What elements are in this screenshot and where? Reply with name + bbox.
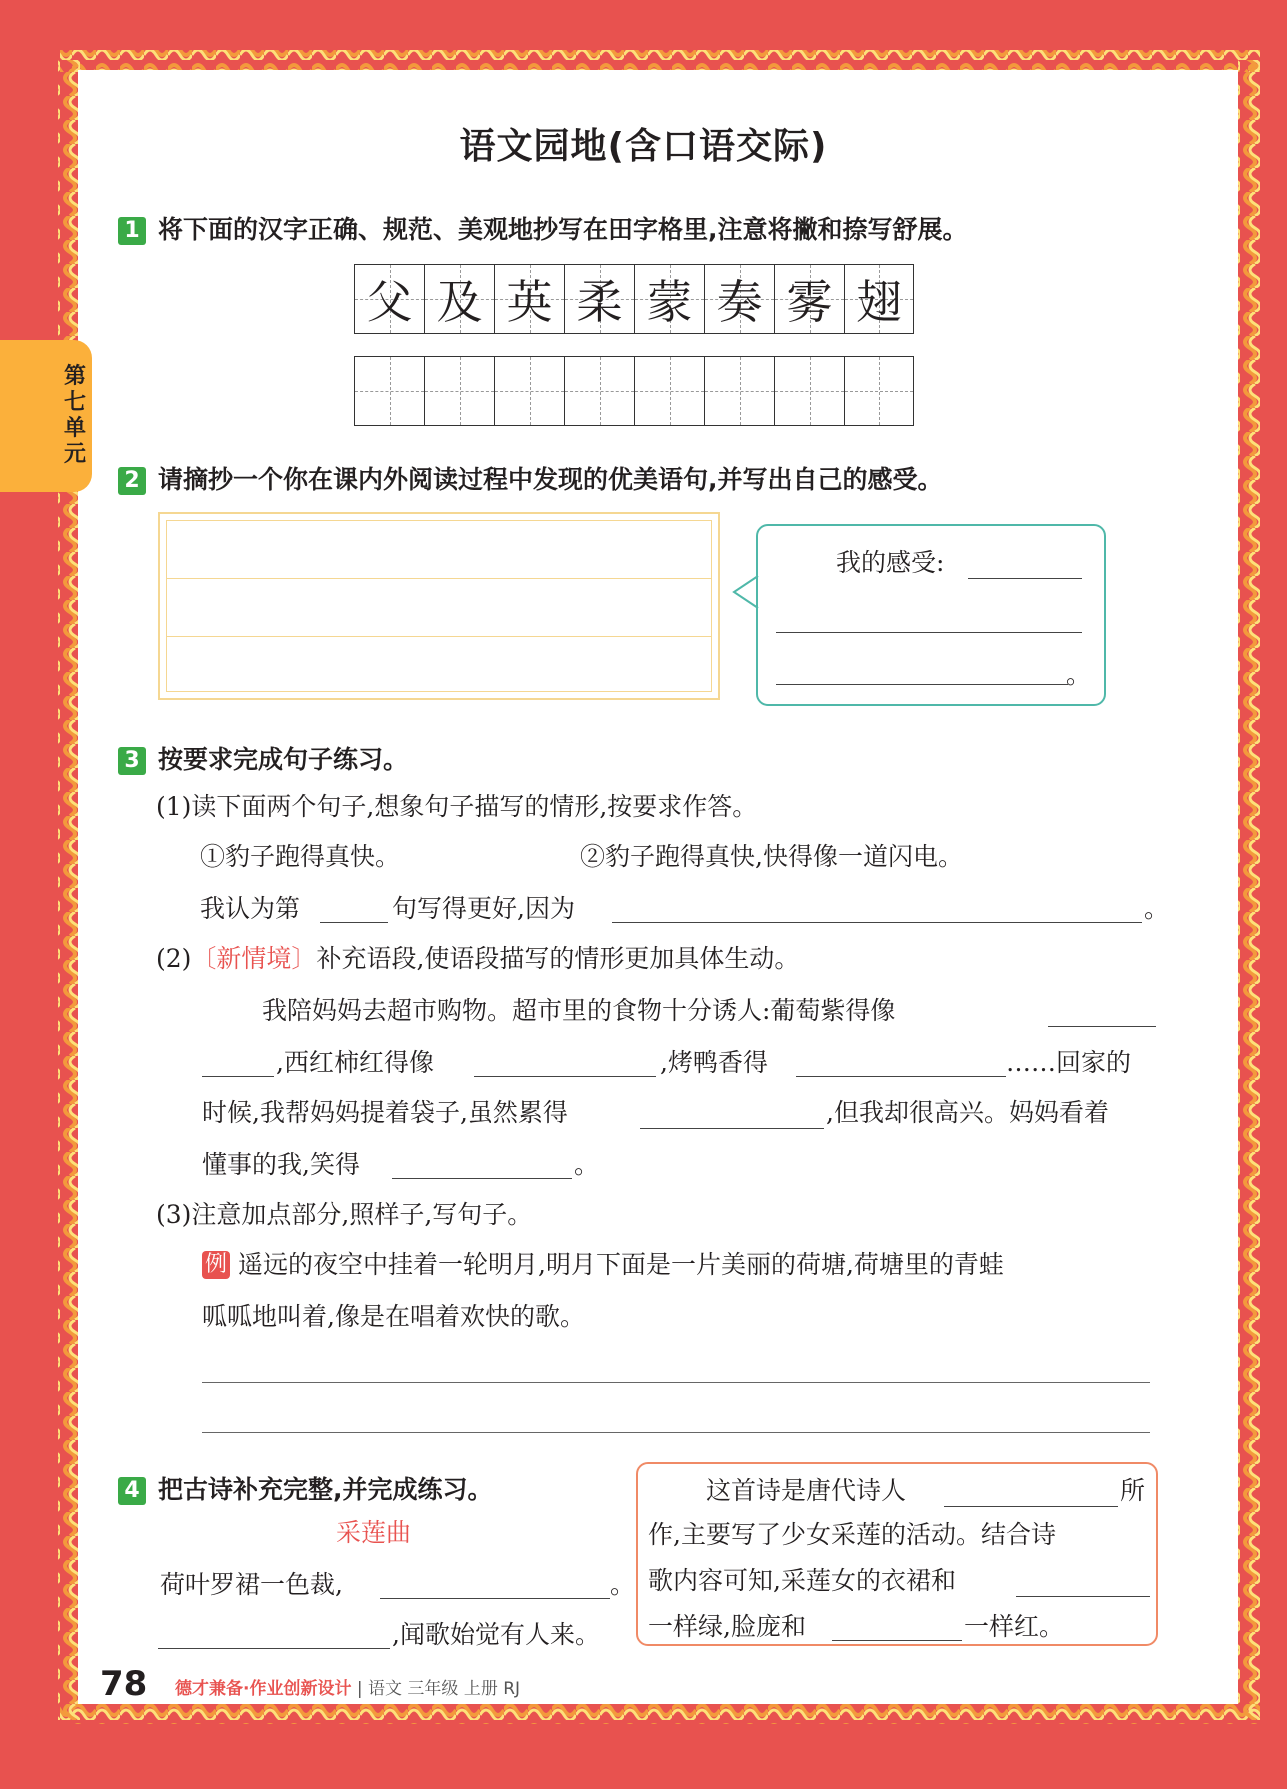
example-tag: 例 bbox=[202, 1251, 230, 1279]
model-char-cell: 雾 bbox=[774, 264, 844, 334]
practice-char-cell[interactable] bbox=[424, 356, 494, 426]
unit-tab-label: 第七单元 bbox=[63, 364, 86, 467]
question-1-number: 1 bbox=[118, 217, 146, 245]
practice-char-cell[interactable] bbox=[564, 356, 634, 426]
question-2-text: 请摘抄一个你在课内外阅读过程中发现的优美语句,并写出自己的感受。 bbox=[158, 465, 943, 494]
practice-char-cell[interactable] bbox=[704, 356, 774, 426]
q3-choice-blank[interactable] bbox=[320, 922, 388, 923]
poem-line-2: ,闻歌始觉有人来。 bbox=[392, 1620, 600, 1649]
q3-answer-end: 。 bbox=[1144, 894, 1170, 923]
footer-info: 德才兼备·作业创新设计 | 语文 三年级 上册 RJ bbox=[175, 1679, 521, 1699]
question-4 bbox=[118, 1470, 493, 1506]
q3-part2-blank[interactable] bbox=[796, 1076, 1006, 1077]
model-char-cell: 父 bbox=[354, 264, 424, 334]
practice-char-cell[interactable] bbox=[494, 356, 564, 426]
poem-line-1-end: 。 bbox=[610, 1570, 636, 1599]
excerpt-line bbox=[166, 578, 712, 579]
practice-char-cell[interactable] bbox=[844, 356, 914, 426]
model-char-cell: 柔 bbox=[564, 264, 634, 334]
question-4-number: 4 bbox=[118, 1477, 146, 1505]
q3-part3-prompt: (3)注意加点部分,照样子,写句子。 bbox=[156, 1200, 533, 1229]
q3-part1-prompt: (1)读下面两个句子,想象句子描写的情形,按要求作答。 bbox=[156, 792, 758, 821]
q3-part2-prompt: (2)〔新情境〕补充语段,使语段描写的情形更加具体生动。 bbox=[156, 944, 800, 973]
q3-part2-line3b: ,但我却很高兴。妈妈看着 bbox=[826, 1098, 1109, 1127]
q3-example: 例 遥远的夜空中挂着一轮明月,明月下面是一片美丽的荷塘,荷塘里的青蛙 bbox=[202, 1250, 1004, 1280]
q3-answer-a: 我认为第 bbox=[200, 894, 301, 923]
q3-part2-blank[interactable] bbox=[202, 1076, 274, 1077]
poem-box-line1b: 所 bbox=[1120, 1476, 1146, 1505]
new-context-tag: 〔新情境〕 bbox=[191, 944, 317, 973]
q3-part2-line2b: ,烤鸭香得 bbox=[660, 1048, 768, 1077]
poem-box-blank[interactable] bbox=[1016, 1596, 1150, 1597]
question-3-number: 3 bbox=[118, 747, 146, 775]
feeling-blank[interactable] bbox=[776, 684, 1068, 685]
excerpt-box-inner-border bbox=[166, 520, 712, 692]
poem-box-line4a: 一样绿,脸庞和 bbox=[648, 1612, 806, 1641]
model-char-grid bbox=[354, 264, 914, 334]
model-char-cell: 英 bbox=[494, 264, 564, 334]
q3-part2-line3a: 时候,我帮妈妈提着袋子,虽然累得 bbox=[202, 1098, 568, 1127]
q3-part2-blank[interactable] bbox=[1048, 1026, 1156, 1027]
question-1 bbox=[118, 210, 968, 246]
practice-char-cell[interactable] bbox=[774, 356, 844, 426]
q3-part2-blank[interactable] bbox=[392, 1178, 572, 1179]
page-title: 语文园地(含口语交际) bbox=[459, 126, 828, 167]
practice-char-cell[interactable] bbox=[354, 356, 424, 426]
poem-box-blank[interactable] bbox=[832, 1640, 962, 1641]
question-1-text: 将下面的汉字正确、规范、美观地抄写在田字格里,注意将撇和捺写舒展。 bbox=[158, 215, 968, 244]
q3-answer-b: 句写得更好,因为 bbox=[392, 894, 575, 923]
practice-char-cell[interactable] bbox=[634, 356, 704, 426]
q3-part2-line2c: ……回家的 bbox=[1006, 1048, 1132, 1077]
question-4-text: 把古诗补充完整,并完成练习。 bbox=[158, 1475, 493, 1504]
feeling-end-mark: 。 bbox=[1066, 660, 1092, 689]
excerpt-line bbox=[166, 636, 712, 637]
model-char-cell: 蒙 bbox=[634, 264, 704, 334]
poem-title: 采莲曲 bbox=[336, 1518, 412, 1547]
q3-sentence-2: ②豹子跑得真快,快得像一道闪电。 bbox=[580, 842, 963, 871]
q3-writing-line[interactable] bbox=[202, 1382, 1150, 1383]
model-char-cell: 翅 bbox=[844, 264, 914, 334]
feeling-blank[interactable] bbox=[776, 632, 1082, 633]
practice-char-grid[interactable] bbox=[354, 356, 914, 426]
question-2-number: 2 bbox=[118, 467, 146, 495]
footer-book-info: 语文 三年级 上册 RJ bbox=[368, 1679, 521, 1699]
poem-box-line3: 歌内容可知,采莲女的衣裙和 bbox=[648, 1566, 956, 1595]
q3-part2-blank[interactable] bbox=[640, 1128, 824, 1129]
model-char-cell: 奏 bbox=[704, 264, 774, 334]
q3-example-line2: 呱呱地叫着,像是在唱着欢快的歌。 bbox=[202, 1302, 585, 1331]
poem-box-blank[interactable] bbox=[944, 1506, 1118, 1507]
question-2 bbox=[118, 460, 943, 496]
poem-box-line1a: 这首诗是唐代诗人 bbox=[706, 1476, 907, 1505]
model-char-cell: 及 bbox=[424, 264, 494, 334]
poem-blank[interactable] bbox=[380, 1598, 610, 1599]
poem-line-1: 荷叶罗裙一色裁, bbox=[160, 1570, 343, 1599]
q3-sentence-1: ①豹子跑得真快。 bbox=[200, 842, 401, 871]
poem-box-line4b: 一样红。 bbox=[964, 1612, 1065, 1641]
q3-part2-line4a: 懂事的我,笑得 bbox=[202, 1150, 360, 1179]
footer-brand: 德才兼备·作业创新设计 bbox=[175, 1679, 352, 1699]
poem-blank[interactable] bbox=[158, 1648, 390, 1649]
q3-part2-line2a: ,西红柿红得像 bbox=[276, 1048, 434, 1077]
q3-part2-blank[interactable] bbox=[474, 1076, 656, 1077]
poem-box-line2: 作,主要写了少女采莲的活动。结合诗 bbox=[648, 1520, 1056, 1549]
excerpt-writing-box[interactable] bbox=[158, 512, 720, 700]
q3-writing-line[interactable] bbox=[202, 1432, 1150, 1433]
q3-part2-line4b: 。 bbox=[574, 1150, 600, 1179]
page-number: 78 bbox=[100, 1664, 148, 1704]
question-3-text: 按要求完成句子练习。 bbox=[158, 745, 409, 774]
q3-reason-blank[interactable] bbox=[612, 922, 1142, 923]
feeling-label: 我的感受: bbox=[836, 548, 945, 577]
question-3 bbox=[118, 740, 408, 776]
q3-part2-line1: 我陪妈妈去超市购物。超市里的食物十分诱人:葡萄紫得像 bbox=[262, 996, 896, 1025]
feeling-blank[interactable] bbox=[968, 578, 1082, 579]
